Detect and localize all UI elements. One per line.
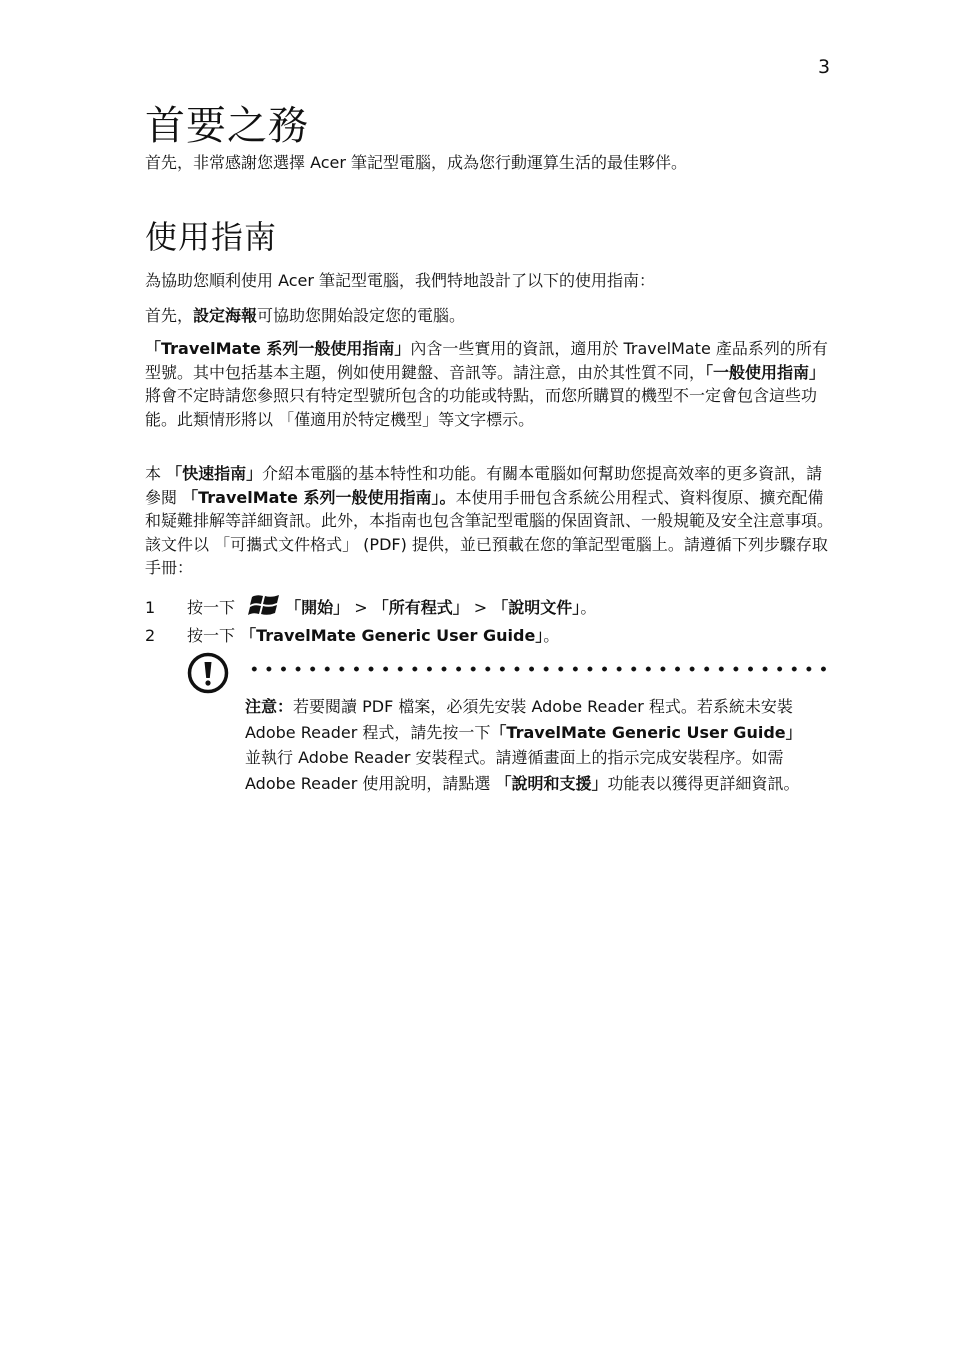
setup-poster-paragraph <box>145 304 835 328</box>
note-guide-title: 「TravelMate Generic User Guide」 <box>490 722 802 742</box>
generic-guide-short-title: 「一般使用指南」 <box>705 362 826 382</box>
quick-guide-title: 「快速指南」 <box>166 464 263 483</box>
note-label: 注意： <box>245 697 294 716</box>
setup-poster-link: 設定海報 <box>193 306 258 325</box>
documentation-label: 「說明文件」 <box>492 598 581 617</box>
generic-guide-text1: 內含一些實用的資訊，適用於 TravelMate 產品系列的所有型號。其中包括基本主題，例如使用鍵盤、音訊等。請注意，由於其性質不同， <box>145 339 828 382</box>
setup-poster-pre: 首先， <box>145 306 194 325</box>
quick-guide-text3: 本使用手冊包含系統公用程式、資料復原、擴充配備和疑難排解等詳細資訊。此外，本指南也包含筆記型電腦的保固資訊、一般規範及安全注意事項。該文件以 「可攜式文件格式」 (PDF) 提供，並已預載在您的筆記型電腦上。請遵循下列步驟存取手冊： <box>145 487 834 577</box>
step-1-post: 。 <box>580 598 597 617</box>
step-1-sep1: > <box>349 598 373 617</box>
page-title: 首要之務 <box>145 103 309 149</box>
quick-guide-paragraph <box>145 462 835 580</box>
exclamation-circle-icon <box>187 652 229 698</box>
setup-poster-post: 可協助您開始設定您的電腦。 <box>257 306 466 325</box>
step-number: 1 <box>145 598 156 617</box>
quick-guide-text1: 本 <box>145 464 167 483</box>
guide-intro-paragraph: 為協助您順利使用 Acer 筆記型電腦，我們特地設計了以下的使用指南： <box>145 271 656 290</box>
step-2 <box>145 624 559 647</box>
generic-guide-paragraph <box>145 337 835 431</box>
windows-logo-icon <box>248 593 282 625</box>
step-2-post: 。 <box>543 626 560 645</box>
quick-guide-text2: 介紹本電腦的基本特性和功能。有關本電腦如何幫助您提高效率的更多資訊，請參閱 <box>145 464 823 507</box>
step-1 <box>145 593 596 625</box>
note-text3: 功能表以獲得更詳細資訊。 <box>607 773 800 793</box>
help-support-label: 「說明和支援」 <box>495 773 608 793</box>
step-number: 2 <box>145 626 156 645</box>
start-menu-label: 「開始」 <box>285 598 350 617</box>
all-programs-label: 「所有程式」 <box>372 598 469 617</box>
step-1-pre: 按一下 <box>187 598 236 617</box>
intro-paragraph: 首先，非常感謝您選擇 Acer 筆記型電腦，成為您行動運算生活的最佳夥伴。 <box>145 153 688 172</box>
page-number: 3 <box>818 56 831 78</box>
section-title: 使用指南 <box>145 218 278 256</box>
generic-user-guide-label: 「TravelMate Generic User Guide」 <box>240 626 544 645</box>
generic-guide-title: 「TravelMate 系列一般使用指南」 <box>145 339 411 358</box>
step-1-sep2: > <box>468 598 493 617</box>
note-paragraph <box>245 694 815 796</box>
step-2-pre: 按一下 <box>187 626 241 645</box>
note-text2: 並執行 Adobe Reader 安裝程式。請遵循畫面上的指示完成安裝程序。如需 Adobe Reader 使用說明，請點選 <box>245 748 784 793</box>
quick-guide-ref-title: 「TravelMate 系列一般使用指南」。 <box>182 487 456 507</box>
note-text1: 若要閱讀 PDF 檔案，必須先安裝 Adobe Reader 程式。若系統未安裝 Adobe Reader 程式，請先按一下 <box>245 697 793 742</box>
note-divider <box>247 666 832 672</box>
generic-guide-text2: 將會不定時請您參照只有特定型號所包含的功能或特點，而您所購買的機型不一定會包含這些功能。此類情形將以 「僅適用於特定機型」等文字標示。 <box>145 386 818 429</box>
